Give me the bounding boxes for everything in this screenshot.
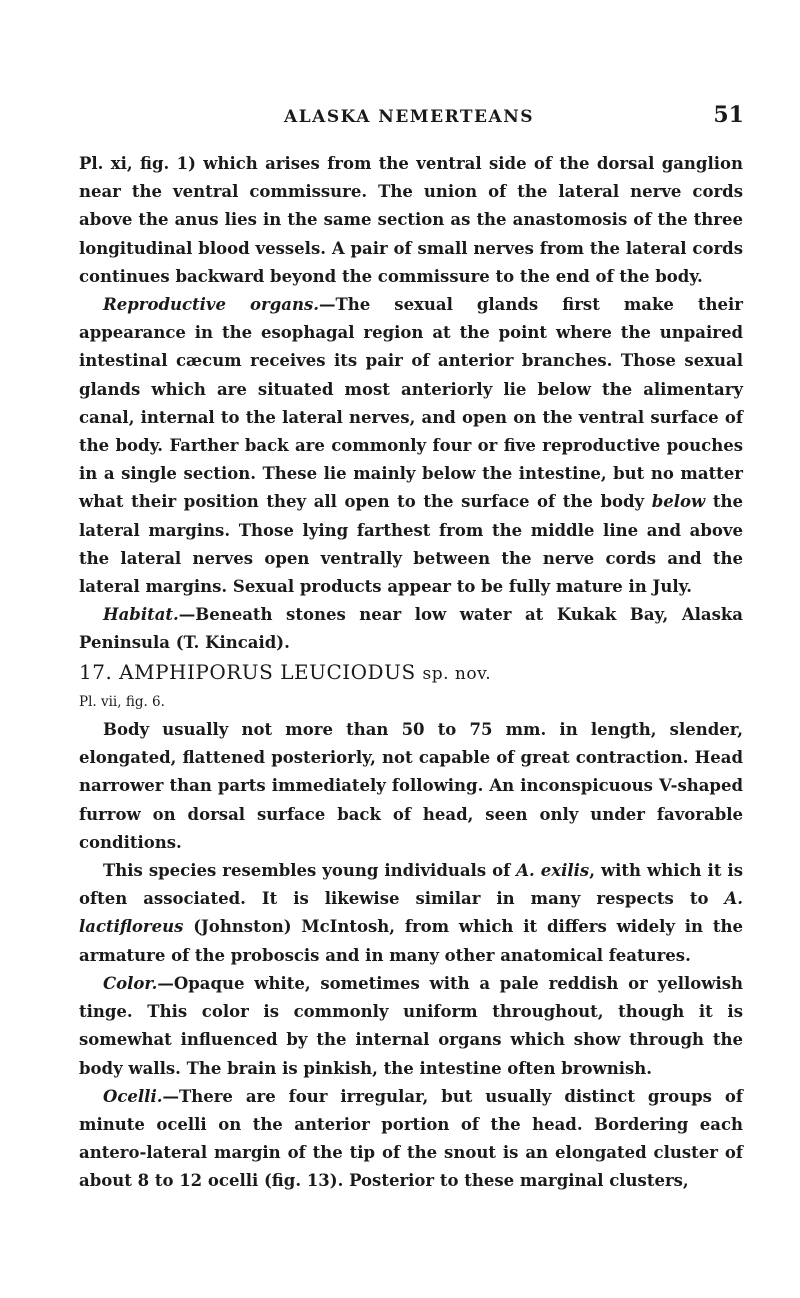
paragraph-nerves: Pl. xi, fig. 1) which arises from the ventral side of the dorsal ganglion near the ventral commissure. The union of the lateral nerve cords above the anus lies in the same section as the anastomosis of the three longitudinal blood vessels. A pair of small nerves from the lateral cords continues backward beyond the commissure to the end of the body. (79, 154, 743, 286)
paragraph-ocelli (79, 1083, 743, 1196)
page-number: 51 (713, 102, 744, 128)
paragraph-reproductive-organs (79, 291, 743, 601)
species-ref-lactifloreus: A. lactifloreus (79, 889, 743, 937)
paragraph-color (79, 970, 743, 1083)
running-head-title: ALASKA NEMERTEANS (284, 107, 535, 127)
lead-ocelli: Ocelli. (103, 1086, 163, 1106)
habitat-text: —Beneath stones near low water at Kukak Bay, Alaska Peninsula (T. Kincaid). (79, 605, 743, 653)
comparison-text-c: (Johnston) McIntosh, from which it differs widely in the armature of the proboscis and in many other anatomical features. (79, 917, 743, 965)
species-name: AMPHIPORUS LEUCIODUS (119, 659, 416, 684)
ocelli-text: —There are four irregular, but usually distinct groups of minute ocelli on the anterior portion of the head. Bordering each antero-lateral margin of the tip of the snout is an elongated cluster of about 8 to 12 ocelli (fig. 13). Posterior to these marginal clusters, (79, 1086, 743, 1191)
species-suffix: sp. nov. (422, 663, 492, 684)
species-number: 17. (79, 659, 113, 684)
species-ref-exilis: A. exilis (516, 861, 590, 881)
species-heading (79, 658, 743, 688)
running-head (284, 102, 744, 128)
reproductive-emphasis: below (651, 492, 706, 512)
lead-habitat: Habitat. (103, 605, 179, 625)
lead-reproductive-organs: Reproductive organs. (103, 295, 319, 315)
comparison-text-b: , with which it is often associated. It is likewise similar in many respects to (79, 861, 743, 909)
paragraph-body-description: Body usually not more than 50 to 75 mm. in length, slender, elongated, flattened posteriorly, not capable of great contraction. Head narrower than parts immediately following. An inconspicuous V-shaped furrow on dorsal surface back of head, seen only under favorable conditions. (79, 720, 743, 852)
comparison-text-a: This species resembles young individuals of (103, 861, 517, 881)
body-text (79, 150, 743, 1196)
paragraph-comparison (79, 857, 743, 970)
reproductive-text-b: the lateral margins. Those lying farthest from the middle line and above the lateral nerves open ventrally between the nerve cords and the lateral margins. Sexual products appear to be fully mature in July. (79, 492, 743, 597)
paragraph-habitat (79, 601, 743, 657)
plate-reference: Pl. vii, fig. 6. (79, 693, 165, 710)
color-text: —Opaque white, sometimes with a pale reddish or yellowish tinge. This color is commonly uniform throughout, though it is somewhat influenced by the internal organs which show through the body walls. The brain is pinkish, the intestine often brownish. (79, 973, 743, 1078)
reproductive-text-a: —The sexual glands first make their appearance in the esophagal region at the point where the unpaired intestinal cæcum receives its pair of anterior branches. Those sexual glands which are situated most anteriorly lie below the alimentary canal, internal to the lateral nerves, and open on the ventral surface of the body. Farther back are commonly four or five reproductive pouches in a single section. These lie mainly below the intestine, but no matter what their position they all open to the surface of the body (79, 295, 744, 512)
lead-color: Color. (103, 973, 158, 993)
